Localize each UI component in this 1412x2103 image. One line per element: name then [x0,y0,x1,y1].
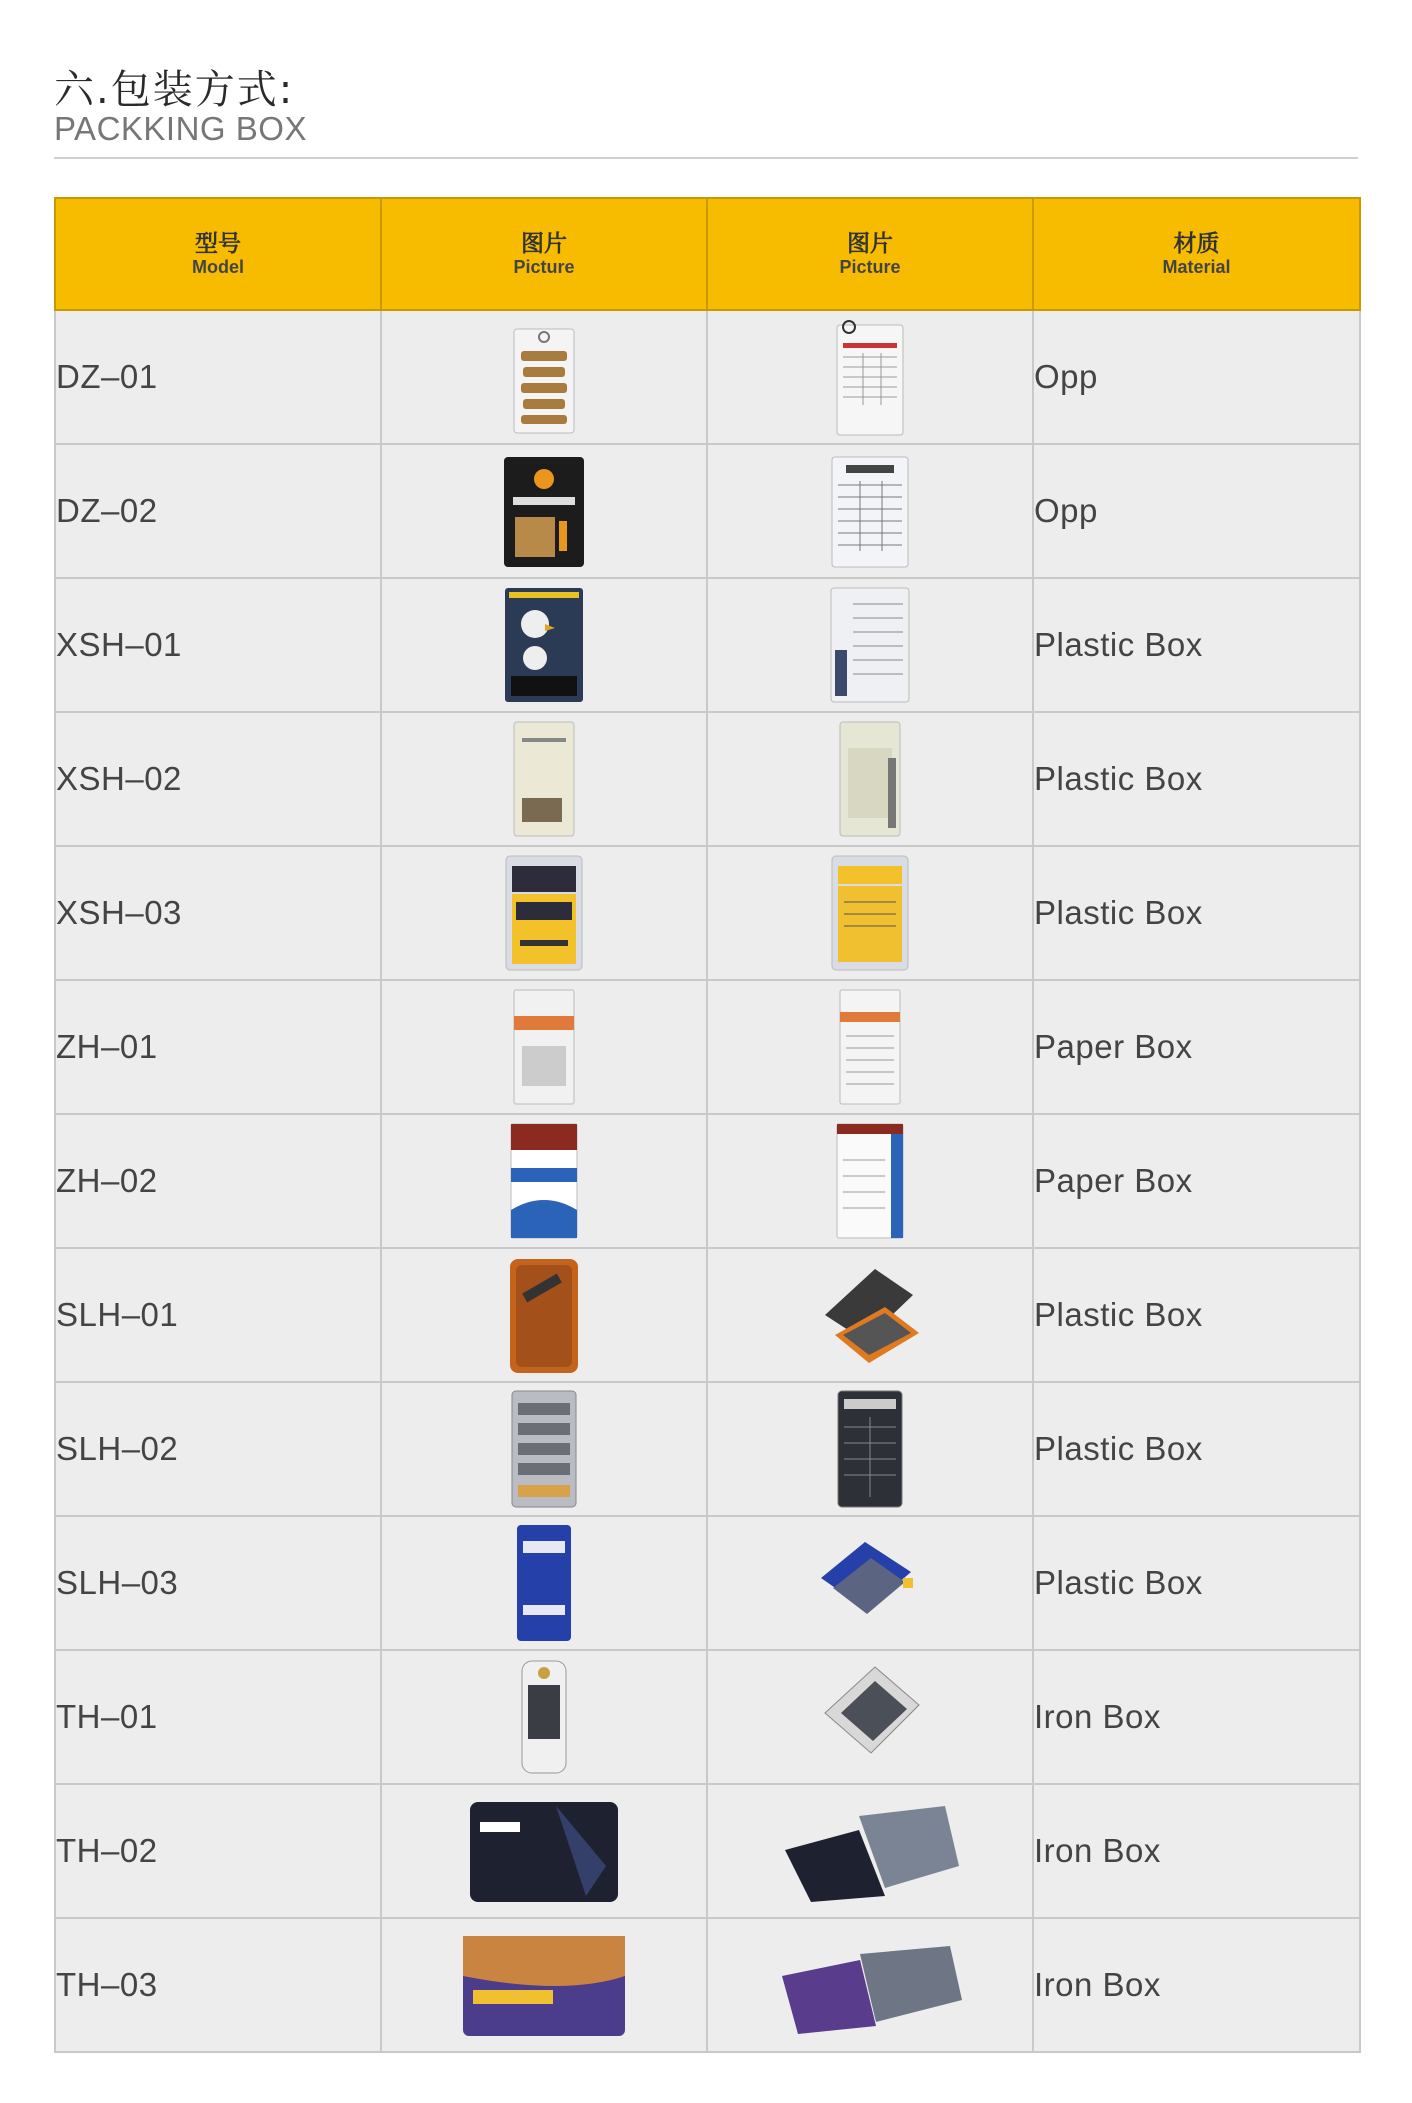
header-model: 型号 Model [55,198,381,310]
open-tin-box-image [775,1796,965,1906]
eagle-box-image [501,584,587,706]
yellow-box-back-image [828,852,912,974]
model-cell: TH–02 [55,1784,381,1918]
table-row [55,1650,1360,1784]
picture-cell [381,1784,707,1918]
picture-cell [381,1918,707,2052]
model-cell: SLH–03 [55,1516,381,1650]
model-cell: TH–01 [55,1650,381,1784]
packaging-table [54,197,1361,2053]
picture-cell [707,1650,1033,1784]
picture-cell [707,310,1033,444]
clear-bag-label-image [828,451,912,571]
table-row [55,846,1360,980]
picture-cell [707,846,1033,980]
material-cell: Plastic Box [1033,1516,1360,1650]
black-pouch-image [501,451,587,571]
clear-case-chain-image [506,1387,582,1511]
dark-case-image [832,1387,908,1511]
open-orange-case-image [815,1255,925,1375]
table-row [55,1516,1360,1650]
model-cell: SLH–01 [55,1248,381,1382]
material-cell: Paper Box [1033,1114,1360,1248]
blue-paper-box-image [505,1120,583,1242]
picture-cell [707,712,1033,846]
model-cell: XSH–03 [55,846,381,980]
picture-cell [381,310,707,444]
table-row [55,444,1360,578]
clear-box-label-image [827,584,913,706]
open-blue-case-image [815,1528,925,1638]
eagle-tin-box-image [459,1930,629,2040]
picture-cell [707,1114,1033,1248]
table-row [55,1114,1360,1248]
material-cell: Iron Box [1033,1918,1360,2052]
model-cell: ZH–01 [55,980,381,1114]
open-iron-box-image [815,1657,925,1777]
picture-cell [707,980,1033,1114]
orange-case-image [504,1253,584,1377]
page-title: 六.包装方式: [54,67,295,113]
table-row [55,578,1360,712]
picture-cell [381,846,707,980]
cream-box-image [508,718,580,840]
table-row [55,1918,1360,2052]
header-material: 材质 Material [1033,198,1360,310]
blue-case-image [509,1521,579,1645]
iron-box-small-image [514,1655,574,1779]
picture-cell [707,1918,1033,2052]
model-cell: TH–03 [55,1918,381,2052]
open-eagle-tin-box-image [772,1930,968,2040]
picture-cell [381,1248,707,1382]
material-cell: Opp [1033,310,1360,444]
opp-bag-label-image [833,315,907,439]
material-cell: Plastic Box [1033,1382,1360,1516]
picture-cell [381,578,707,712]
picture-cell [381,712,707,846]
yellow-box-image [502,852,586,974]
picture-cell [381,980,707,1114]
material-cell: Plastic Box [1033,846,1360,980]
paper-box-back-image [834,986,906,1108]
picture-cell [381,1382,707,1516]
page-subtitle: PACKKING BOX [54,110,307,147]
picture-cell [707,1248,1033,1382]
title-divider [54,157,1358,159]
picture-cell [707,444,1033,578]
material-cell: Opp [1033,444,1360,578]
picture-cell [381,1650,707,1784]
material-cell: Iron Box [1033,1650,1360,1784]
picture-cell [707,578,1033,712]
picture-cell [707,1516,1033,1650]
white-paper-box-image [831,1120,909,1242]
table-header-row [55,198,1360,310]
picture-cell [707,1382,1033,1516]
table-row [55,980,1360,1114]
picture-cell [381,444,707,578]
material-cell: Plastic Box [1033,712,1360,846]
material-cell: Plastic Box [1033,578,1360,712]
opp-bag-chain-image [509,317,579,437]
paper-box-image [508,986,580,1108]
model-cell: XSH–01 [55,578,381,712]
picture-cell [381,1114,707,1248]
table-row [55,1248,1360,1382]
model-cell: DZ–01 [55,310,381,444]
material-cell: Iron Box [1033,1784,1360,1918]
model-cell: DZ–02 [55,444,381,578]
table-row [55,1784,1360,1918]
picture-cell [707,1784,1033,1918]
material-cell: Paper Box [1033,980,1360,1114]
tin-box-image [466,1796,622,1906]
header-picture-2: 图片 Picture [707,198,1033,310]
header-picture-1: 图片 Picture [381,198,707,310]
picture-cell [381,1516,707,1650]
table-row [55,310,1360,444]
cream-box-back-image [834,718,906,840]
model-cell: SLH–02 [55,1382,381,1516]
material-cell: Plastic Box [1033,1248,1360,1382]
table-row [55,712,1360,846]
model-cell: XSH–02 [55,712,381,846]
model-cell: ZH–02 [55,1114,381,1248]
table-row [55,1382,1360,1516]
